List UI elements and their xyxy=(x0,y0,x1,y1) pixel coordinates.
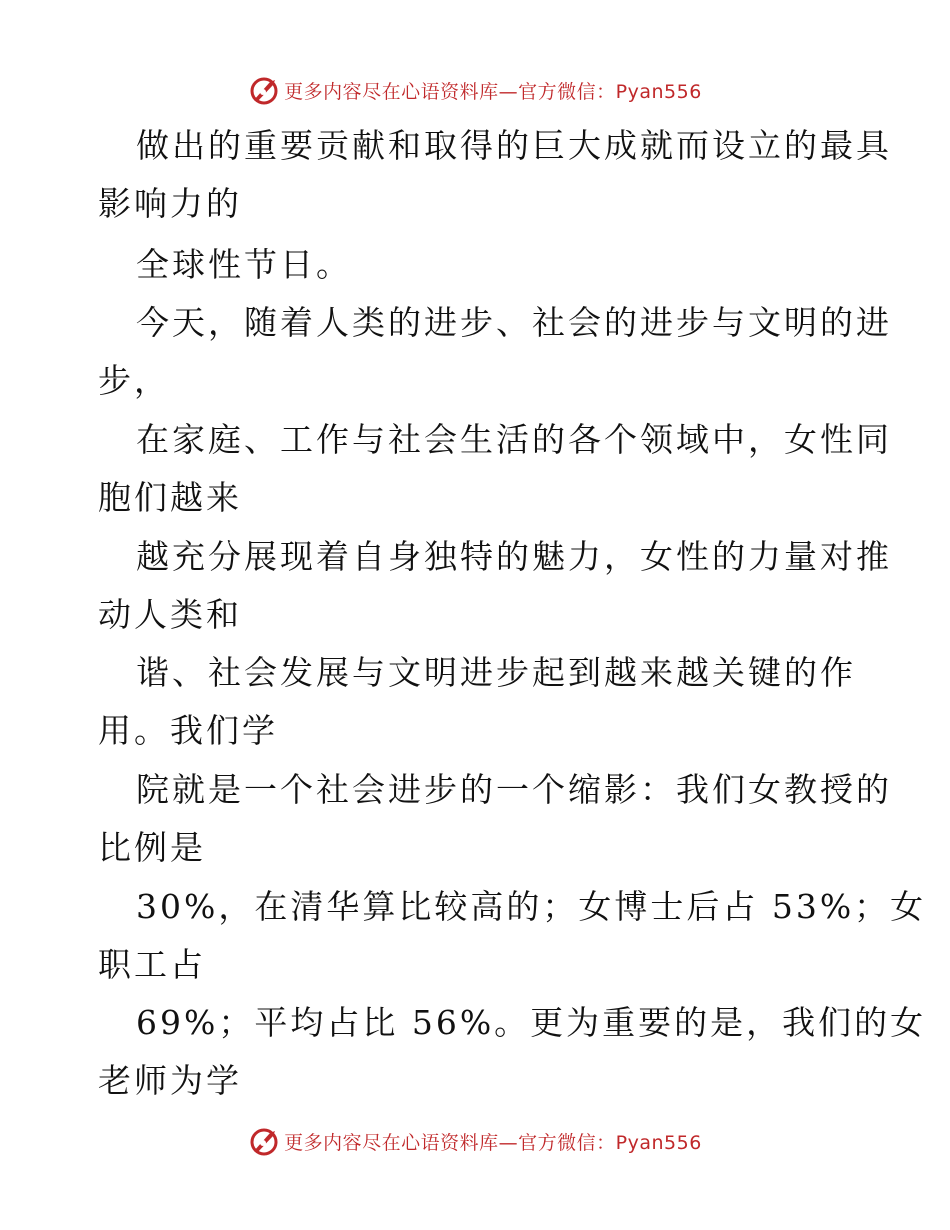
text-line: 谐、社会发展与文明进步起到越来越关键的作 xyxy=(136,653,856,692)
banner-text: 更多内容尽在心语资料库—官方微信：Pyan556 xyxy=(284,1131,702,1154)
text-line: 全球性节日。 xyxy=(136,245,352,284)
text-line: 职工占 xyxy=(98,945,206,984)
text-line: 院就是一个社会进步的一个缩影：我们女教授的 xyxy=(136,770,892,809)
text-line: 动人类和 xyxy=(98,595,242,634)
text-line: 30%，在清华算比较高的；女博士后占 53%；女 xyxy=(136,887,927,926)
footer-banner xyxy=(0,1121,950,1161)
text-line: 老师为学 xyxy=(98,1061,242,1100)
text-line: 步， xyxy=(98,361,170,400)
text-line: 做出的重要贡献和取得的巨大成就而设立的最具 xyxy=(136,126,892,165)
banner-text: 更多内容尽在心语资料库—官方微信：Pyan556 xyxy=(284,80,702,103)
pen-logo-icon xyxy=(248,1125,280,1157)
text-line: 比例是 xyxy=(98,828,206,867)
text-line: 69%；平均占比 56%。更为重要的是，我们的女 xyxy=(136,1003,927,1042)
pen-logo-icon xyxy=(248,74,280,106)
text-line: 用。我们学 xyxy=(98,711,278,750)
text-line: 在家庭、工作与社会生活的各个领域中，女性同 xyxy=(136,420,892,459)
header-banner xyxy=(0,70,950,110)
text-line: 胞们越来 xyxy=(98,478,242,517)
text-line: 今天，随着人类的进步、社会的进步与文明的进 xyxy=(136,303,892,342)
text-line: 越充分展现着自身独特的魅力，女性的力量对推 xyxy=(136,537,892,576)
text-line: 影响力的 xyxy=(98,184,242,223)
